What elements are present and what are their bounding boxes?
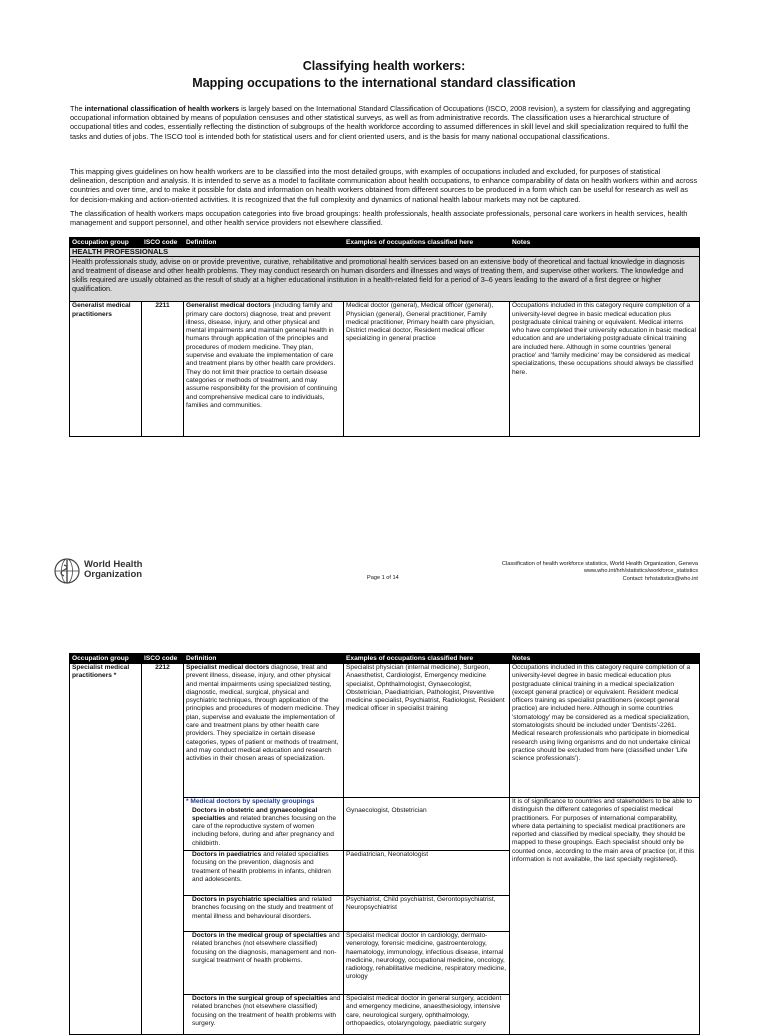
definition-cell	[184, 302, 344, 437]
specialty-examples-cell: Specialist medical doctor in general surgery, accident and emergency medicine, anaesthesiology, intensive care, neurological surgery, ophthalmology, orthopaedics, otolaryngology, paediatric surgery	[344, 995, 510, 1035]
header-occupation-group: Occupation group	[70, 238, 142, 248]
intro-p1-post: is largely based on the International Standard Classification of Occupations (ISCO, 2008 revision), a system for classifying and aggregating occupational information obtained by means of population censuses and other statistical surveys, as well as from administrative records. The classification uses a hierarchical structure of occupational titles and codes, essentially reflecting the distinction of subgroups of the health workforce according to assumed differences in skill level and skill specialization required to fulfil the tasks and duties of jobs. The ISCO tool is intended both for statistical users and for client oriented users, and is the basis for many national occupational classifications.	[70, 104, 691, 141]
page-title-line2: Mapping occupations to the international standard classification	[192, 76, 576, 90]
header-isco-code: ISCO code	[142, 654, 184, 664]
table-row	[70, 302, 700, 437]
occupation-group-cell: Specialist medical practitioners *	[70, 664, 142, 1035]
header-definition: Definition	[184, 654, 344, 664]
specialty-definition-cell	[184, 896, 344, 932]
page-number: Page 1 of 14	[367, 575, 399, 581]
section-title-health-professionals: HEALTH PROFESSIONALS	[70, 248, 700, 257]
specialty-text: and related branches (not elsewhere classified) focusing on the treatment of health problems with surgery.	[192, 995, 341, 1027]
footer-line1: Classification of health workforce statistics, World Health Organization, Geneva	[501, 561, 698, 567]
examples-cell	[344, 798, 510, 807]
definition-text: diagnose, treat and prevent illness, disease, injury, and other physical and mental impairments using specialized testing, diagnostic, medical, surgical, physical and psychiatric techniques, through application of the principles and procedures of modern medicine. They plan, supervise and evaluate the implementation of care and treatment plans by other health care providers. They specialize in certain disease categories, types of patient or methods of treatment, and may conduct medical education and research activities in their chosen areas of specialization.	[186, 664, 340, 763]
logo-line2: Organization	[84, 569, 143, 580]
definition-cell	[184, 664, 344, 798]
isco-code-cell: 2212	[142, 664, 184, 1035]
logo-line1: World Health	[84, 559, 143, 570]
specialty-bold: Doctors in paediatrics	[192, 851, 262, 858]
specialty-notes-cell: It is of significance to countries and stakeholders to be able to distinguish the different categories of specialist medical practitioners. For purposes of international comparability, where data pertaining to specialist medical practitioners are reported and classified by medical specialty, they should be mapped to these groupings. Each specialist should only be counted once, according to the main area of practice (or, if this information is not available, the last specialty registered).	[510, 798, 700, 1035]
specialty-text: and related branches (not elsewhere classified) focusing on the diagnosis, management and non-surgical treatment of health problems.	[192, 932, 340, 964]
specialty-definition-cell	[184, 807, 344, 851]
specialty-definition-cell	[184, 851, 344, 896]
intro-paragraph-1	[70, 104, 698, 141]
examples-cell: Specialist physician (internal medicine), Surgeon, Anaesthetist, Cardiologist, Emergency medicine specialist, Ophthalmologist, Gynaecologist, Obstetrician, Paediatrician, Pathologist, Preventive medicine specialist, Psychiatrist, Radiologist, Resident medical officer in specialist training	[344, 664, 510, 798]
specialty-bold: Doctors in obstetric and gynaecological specialties	[192, 806, 318, 822]
who-logo	[52, 557, 152, 585]
header-isco-code: ISCO code	[142, 238, 184, 248]
notes-cell: Occupations included in this category require completion of a university-level degree in basic medical education plus postgraduate clinical training in a medical specialization (except general practice) or equivalent. Resident medical officers training as specialist practitioners (except general practice) are included here. Although in some countries 'stomatology' may be considered as a medical specialization, stomatologists should be included under 'Dentists'-2261. Medical research professionals who participate in biomedical research using living organisms and do not undertake clinical practice should be excluded from here (classified under 'Life science professionals').	[510, 664, 700, 798]
specialty-definition-cell	[184, 995, 344, 1035]
isco-code-cell: 2211	[142, 302, 184, 437]
specialty-examples-cell: Psychiatrist, Child psychiatrist, Gerontopsychiatrist, Neuropsychiatrist	[344, 896, 510, 932]
footer-info	[398, 561, 698, 583]
intro-paragraph-3: The classification of health workers maps occupation categories into five broad groupings: health professionals, health associate professionals, personal care workers in health services, health management and support personnel, and other health service providers not elsewhere classified.	[70, 209, 688, 228]
header-occupation-group: Occupation group	[70, 654, 142, 664]
occupation-group-cell: Generalist medical practitioners	[70, 302, 142, 437]
notes-cell: Occupations included in this category require completion of a university-level degree in basic medical education plus postgraduate clinical training or equivalent. Medical interns who have completed their university education in basic medical education and are undertaking postgraduate clinical training are included here. Although in some countries 'general practice' and 'family medicine' may be considered as medical specializations, these occupations should always be classified here.	[510, 302, 700, 437]
specialty-bold: Doctors in the surgical group of specialties	[192, 995, 328, 1002]
section-desc-health-professionals: Health professionals study, advise on or provide preventive, curative, rehabilitative and promotional health services based on an extensive body of theoretical and factual knowledge in diagnosis and treatment of disease and other health problems. They may conduct research on human disorders and illnesses and ways of treating them, and supervise other workers. The knowledge and skills required are usually obtained as the result of study at a higher educational institution in a health-related field for a period of 3–6 years leading to the award of a first degree or higher qualification.	[70, 257, 700, 302]
page-title-line1: Classifying health workers:	[302, 59, 466, 73]
specialty-text: and related branches focusing on the care of the reproductive system of women including before, during and after pregnancy and childbirth.	[192, 814, 337, 847]
specialty-examples-cell: Paediatrician, Neonatologist	[344, 851, 510, 896]
who-logo-text	[84, 560, 142, 580]
intro-paragraph-2: This mapping gives guidelines on how health workers are to be classified into the most detailed groups, with examples of occupations included and excluded, for purposes of statistical delineation, description and analysis. It is intended to serve as a model to facilitate communication about health occupations, to enhance comparability of data on health workers within and across countries and over time, and to make it possible for data and information on health workers obtained from different sources to be produced in a form which can be useful for research as well as for decision-making and action-oriented activities. It is recognized that the full complexity and dynamics of national health labour markets may not be captured.	[70, 167, 698, 204]
specialty-text: and related specialties focusing on the prevention, diagnosis and treatment of health problems in infants, children and adolescents.	[192, 851, 331, 883]
specialty-groupings-heading: * Medical doctors by specialty groupings	[184, 798, 344, 807]
definition-text: (including family and primary care doctors) diagnose, treat and prevent illness, disease, injury, and other physical and mental impairments and maintain general health in humans through application of the principles and procedures of modern medicine. They plan, supervise and evaluate the implementation of care and treatment plans by other health care providers. They do not limit their practice to certain disease categories or methods of treatment, and may assume responsibility for the provision of continuing and comprehensive medical care to individuals, families and communities.	[186, 302, 338, 409]
specialty-bold: Doctors in psychiatric specialties	[192, 896, 297, 903]
who-emblem-icon	[52, 557, 82, 585]
header-definition: Definition	[184, 238, 344, 248]
footer-line2: www.who.int/hrh/statistics/workforce_statistics	[583, 568, 698, 575]
header-examples: Examples of occupations classified here	[344, 238, 510, 248]
header-examples: Examples of occupations classified here	[344, 654, 510, 664]
examples-cell: Medical doctor (general), Medical officer (general), Physician (general), General practitioner, Family medical practitioner, Primary health care physician, District medical doctor, Resident medical officer specializing in general practice	[344, 302, 510, 437]
footer-line3: Contact: hrhstatistics@who.int	[622, 575, 698, 582]
specialty-text: and related branches focusing on the study and treatment of mental illness and behavioural disorders.	[192, 896, 334, 920]
specialty-definition-cell	[184, 932, 344, 995]
specialty-examples-cell: Specialist medical doctor in cardiology, dermato-venerology, forensic medicine, gastroenterology, haematology, immunology, infectious disease, internal medicine, neurology, occupational medicine, oncology, radiology, rehabilitative medicine, respiratory medicine, urology	[344, 932, 510, 995]
definition-bold: Generalist medical doctors	[186, 302, 271, 310]
specialty-bold: Doctors in the medical group of specialties	[192, 932, 327, 939]
header-notes: Notes	[510, 238, 700, 248]
intro-p1-pre: The	[70, 104, 85, 113]
specialty-examples-cell: Gynaecologist, Obstetrician	[344, 807, 510, 851]
occupation-table-page2	[69, 653, 700, 1035]
table-row	[70, 664, 700, 798]
header-notes: Notes	[510, 654, 700, 664]
definition-bold: Specialist medical doctors	[186, 664, 270, 671]
intro-p1-bold: international classification of health workers	[84, 104, 240, 113]
occupation-table-page1	[69, 237, 700, 437]
